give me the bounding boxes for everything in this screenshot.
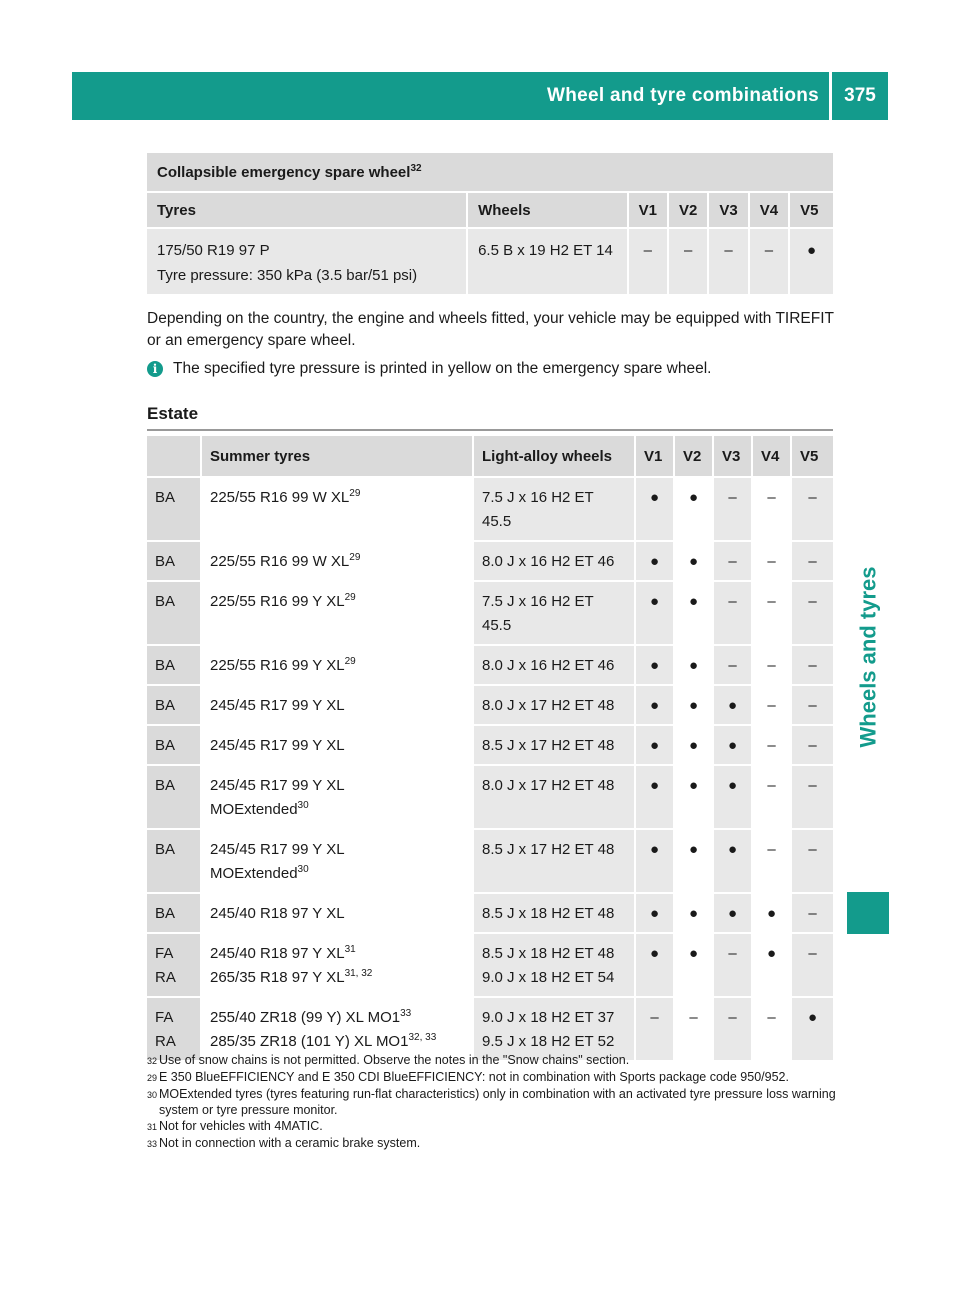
variant-mark: – — [792, 934, 833, 998]
footnote-number: 29 — [147, 1073, 158, 1083]
variant-mark: – — [714, 998, 753, 1062]
variant-mark: – — [792, 726, 833, 766]
info-icon: i — [147, 361, 163, 377]
variant-mark: ● — [675, 726, 714, 766]
variant-mark: – — [792, 582, 833, 646]
variant-mark: ● — [636, 894, 675, 934]
variant-mark: ● — [675, 582, 714, 646]
footnote-ref: 29 — [344, 656, 356, 667]
variant-mark: ● — [636, 478, 675, 542]
tyre-cell: 245/45 R17 99 Y XL MOExtended$^{30}$ — [202, 766, 474, 830]
col-header-v1: V1 — [629, 193, 669, 229]
tyre-cell: 245/40 R18 97 Y XL — [202, 894, 474, 934]
footnote-ref: 33 — [400, 1008, 412, 1019]
variant-mark: ● — [675, 894, 714, 934]
variant-mark: – — [753, 830, 792, 894]
variant-mark: – — [753, 726, 792, 766]
footnote-text: E 350 BlueEFFICIENCY and E 350 CDI BlueEFFICIENCY: not in combination with Sports package code 950/952. — [159, 1070, 789, 1084]
variant-mark: ● — [675, 830, 714, 894]
footnotes — [147, 1052, 837, 1152]
variant-mark: – — [709, 229, 749, 294]
table-row — [147, 686, 833, 726]
side-tab-marker — [847, 892, 889, 934]
variant-mark: ● — [790, 229, 833, 294]
variant-mark: ● — [636, 542, 675, 582]
variant-mark: ● — [636, 646, 675, 686]
col-header-v5: V5 — [790, 193, 833, 229]
table-row — [147, 934, 833, 998]
footnote-ref: 29 — [349, 552, 361, 563]
variant-mark: – — [636, 998, 675, 1062]
variant-mark: ● — [636, 686, 675, 726]
axle-cell: BA — [147, 478, 202, 542]
intro-paragraph: Depending on the country, the engine and wheels fitted, your vehicle may be equipped with TIREFIT or an emergency spare wheel. — [147, 310, 834, 349]
variant-mark: – — [629, 229, 669, 294]
variant-mark: – — [714, 582, 753, 646]
table-row — [147, 646, 833, 686]
variant-mark: – — [792, 542, 833, 582]
section-title: Estate — [147, 404, 199, 423]
variant-mark: – — [714, 478, 753, 542]
wheel-cell: 6.5 B x 19 H2 ET 14 — [468, 229, 629, 294]
footnote-ref: 29 — [349, 488, 361, 499]
table-row — [147, 726, 833, 766]
wheel-cell: 8.0 J x 17 H2 ET 48 — [474, 766, 636, 830]
variant-mark: – — [753, 998, 792, 1062]
footnote — [147, 1135, 837, 1152]
wheel-cell: 8.5 J x 18 H2 ET 48 — [474, 894, 636, 934]
variant-mark: ● — [675, 766, 714, 830]
variant-mark: – — [714, 646, 753, 686]
footnote-ref: 31, 32 — [344, 968, 373, 979]
axle-cell: BA — [147, 766, 202, 830]
variant-mark: – — [792, 646, 833, 686]
table-row — [147, 229, 833, 294]
footnote-text: Use of snow chains is not permitted. Observe the notes in the "Snow chains" section. — [159, 1053, 630, 1067]
footnote — [147, 1052, 837, 1069]
footnote-number: 32 — [147, 1056, 158, 1066]
tyre-cell: 245/45 R17 99 Y XL MOExtended$^{30}$ — [202, 830, 474, 894]
col-header-v2: V2 — [669, 193, 709, 229]
footnote-number: 33 — [147, 1139, 158, 1149]
variant-mark: – — [753, 766, 792, 830]
wheel-cell: 8.5 J x 18 H2 ET 48 9.0 J x 18 H2 ET 54 — [474, 934, 636, 998]
variant-mark: – — [753, 646, 792, 686]
col-header-v3: V3 — [714, 436, 753, 478]
estate-tyre-table — [147, 436, 833, 1062]
col-header-light-alloy-wheels: Light-alloy wheels — [474, 436, 636, 478]
variant-mark: – — [792, 478, 833, 542]
variant-mark: – — [792, 894, 833, 934]
variant-mark: – — [792, 766, 833, 830]
col-header-v4: V4 — [750, 193, 790, 229]
tyre-cell: 225/55 R16 99 Y XL$^{29}$ — [202, 646, 474, 686]
variant-mark: ● — [636, 582, 675, 646]
col-header-position — [147, 436, 202, 478]
variant-mark: ● — [675, 686, 714, 726]
spare-table-caption: Collapsible emergency spare wheel$^{32}$ — [147, 153, 833, 193]
axle-cell: FA RA — [147, 934, 202, 998]
wheel-cell: 8.5 J x 17 H2 ET 48 — [474, 830, 636, 894]
footnote-ref: 32 — [410, 162, 422, 174]
tyre-cell: 245/45 R17 99 Y XL — [202, 726, 474, 766]
side-tab — [855, 557, 881, 757]
variant-mark: ● — [636, 830, 675, 894]
variant-mark: ● — [675, 542, 714, 582]
spare-wheel-table — [147, 153, 833, 294]
wheel-cell: 7.5 J x 16 H2 ET 45.5 — [474, 582, 636, 646]
variant-mark: – — [750, 229, 790, 294]
variant-mark: ● — [636, 934, 675, 998]
footnote-text: Not in connection with a ceramic brake system. — [159, 1136, 421, 1150]
table-row — [147, 894, 833, 934]
variant-mark: – — [792, 686, 833, 726]
variant-mark: – — [792, 830, 833, 894]
footnote-ref: 30 — [297, 800, 309, 811]
col-header-v5: V5 — [792, 436, 833, 478]
axle-cell: BA — [147, 726, 202, 766]
variant-mark: – — [753, 582, 792, 646]
page-header — [72, 72, 888, 120]
tyre-cell: 245/45 R17 99 Y XL — [202, 686, 474, 726]
col-header-summer-tyres: Summer tyres — [202, 436, 474, 478]
col-header-v1: V1 — [636, 436, 675, 478]
footnote-ref: 31 — [344, 944, 356, 955]
variant-mark: ● — [714, 894, 753, 934]
variant-mark: ● — [792, 998, 833, 1062]
footnote — [147, 1118, 837, 1135]
variant-mark: ● — [714, 830, 753, 894]
wheel-cell: 8.0 J x 16 H2 ET 46 — [474, 646, 636, 686]
axle-cell: BA — [147, 542, 202, 582]
variant-mark: – — [753, 542, 792, 582]
axle-cell: BA — [147, 646, 202, 686]
note-text: The specified tyre pressure is printed in yellow on the emergency spare wheel. — [173, 360, 712, 377]
table-row — [147, 830, 833, 894]
axle-cell: BA — [147, 686, 202, 726]
col-header-v3: V3 — [709, 193, 749, 229]
tyre-cell: 245/40 R18 97 Y XL$^{31}$ 265/35 R18 97 Y XL$^{31, 32}$ — [202, 934, 474, 998]
variant-mark: ● — [636, 766, 675, 830]
col-header-v4: V4 — [753, 436, 792, 478]
table-row — [147, 478, 833, 542]
variant-mark: – — [675, 998, 714, 1062]
variant-mark: – — [753, 686, 792, 726]
col-header-tyres: Tyres — [147, 193, 468, 229]
variant-mark: ● — [714, 766, 753, 830]
footnote-ref: 30 — [297, 864, 309, 875]
footnote-ref: 29 — [344, 592, 356, 603]
footnote-text: Not for vehicles with 4MATIC. — [159, 1119, 323, 1133]
info-note — [147, 360, 711, 378]
tyre-cell: 175/50 R19 97 P Tyre pressure: 350 kPa (3.5 bar/51 psi) — [147, 229, 468, 294]
axle-cell: BA — [147, 582, 202, 646]
col-header-wheels: Wheels — [468, 193, 629, 229]
variant-mark: ● — [675, 478, 714, 542]
table-row — [147, 542, 833, 582]
wheel-cell: 8.0 J x 17 H2 ET 48 — [474, 686, 636, 726]
variant-mark: – — [714, 542, 753, 582]
table-row — [147, 582, 833, 646]
variant-mark: – — [714, 934, 753, 998]
footnote-number: 31 — [147, 1122, 158, 1132]
axle-cell: FA RA — [147, 998, 202, 1062]
variant-mark: ● — [675, 934, 714, 998]
tyre-cell: 225/55 R16 99 Y XL$^{29}$ — [202, 582, 474, 646]
footnote — [147, 1069, 837, 1086]
footnote-number: 30 — [147, 1090, 158, 1100]
wheel-cell: 8.0 J x 16 H2 ET 46 — [474, 542, 636, 582]
axle-cell: BA — [147, 894, 202, 934]
variant-mark: ● — [714, 686, 753, 726]
footnote-text: MOExtended tyres (tyres featuring run-flat characteristics) only in combination with an activated tyre pressure loss warning system or tyre pressure monitor. — [159, 1087, 836, 1117]
wheel-cell: 8.5 J x 17 H2 ET 48 — [474, 726, 636, 766]
variant-mark: ● — [753, 934, 792, 998]
variant-mark: – — [753, 478, 792, 542]
axle-cell: BA — [147, 830, 202, 894]
tyre-cell: 225/55 R16 99 W XL$^{29}$ — [202, 542, 474, 582]
tyre-cell: 255/40 ZR18 (99 Y) XL $MO1^{33}$ 285/35 ZR18 (101 Y) XL MO1$^{32, 33}$ — [202, 998, 474, 1062]
header-title: Wheel and tyre combinations — [546, 85, 819, 106]
table-row — [147, 766, 833, 830]
wheel-cell: 7.5 J x 16 H2 ET 45.5 — [474, 478, 636, 542]
wheel-cell: 9.0 J x 18 H2 ET 37 9.5 J x 18 H2 ET 52 — [474, 998, 636, 1062]
page-number: 375 — [844, 85, 876, 106]
variant-mark: ● — [636, 726, 675, 766]
section-divider — [147, 429, 833, 431]
variant-mark: ● — [714, 726, 753, 766]
footnote-ref: 32, 33 — [408, 1032, 437, 1043]
variant-mark: – — [669, 229, 709, 294]
variant-mark: ● — [675, 646, 714, 686]
footnote — [147, 1086, 837, 1118]
col-header-v2: V2 — [675, 436, 714, 478]
variant-mark: ● — [753, 894, 792, 934]
tyre-cell: 225/55 R16 99 W XL$^{29}$ — [202, 478, 474, 542]
side-tab-label: Wheels and tyres — [855, 566, 881, 748]
